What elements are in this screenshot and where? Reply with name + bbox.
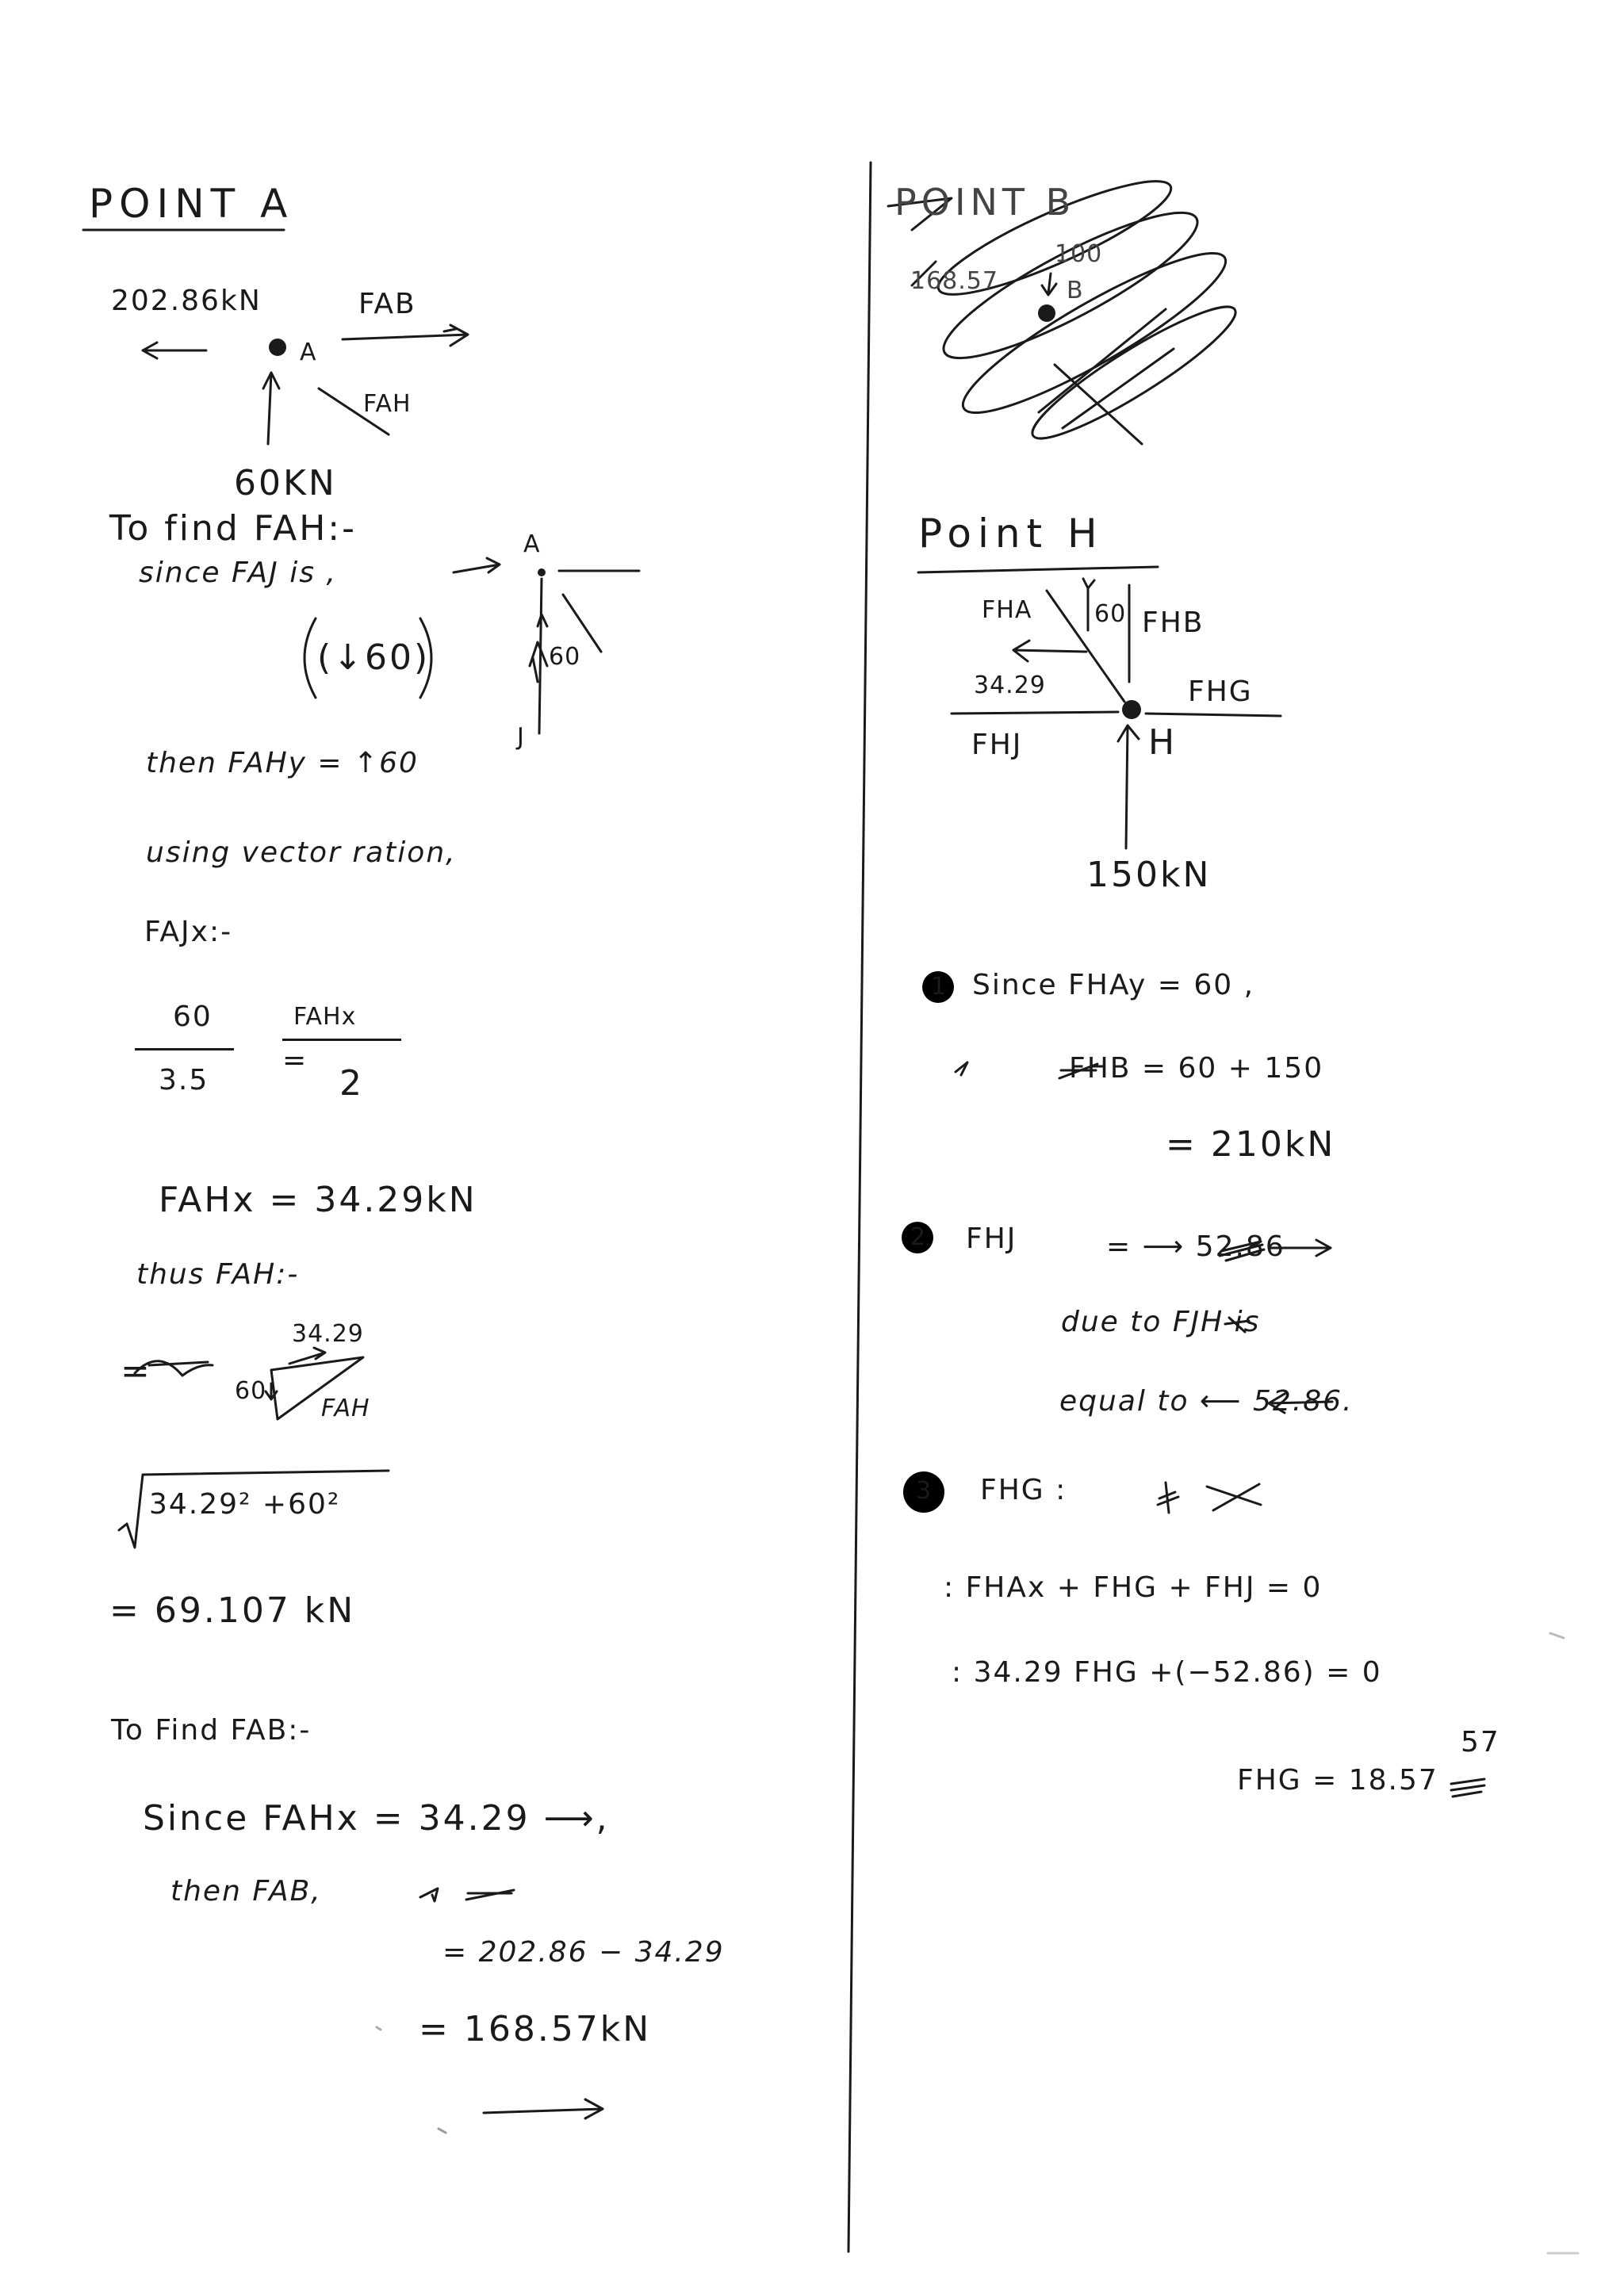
scribble-fhg	[1158, 1483, 1261, 1513]
fah-label: FAH	[363, 390, 412, 418]
arrow-34	[1013, 641, 1086, 661]
triangle-equals: =	[121, 1351, 152, 1391]
heading-point-a: POINT A	[89, 181, 294, 227]
frac1-bar	[135, 1048, 234, 1050]
equal-to-text: equal to ⟵ 52.86.	[1059, 1385, 1354, 1418]
thus-fah: thus FAH:-	[136, 1258, 300, 1291]
mini-a-dot	[538, 568, 546, 576]
tri-top-arrow	[289, 1348, 325, 1364]
faj-value: (↓60)	[317, 637, 431, 678]
fhj-value: = ⟶ 52.86	[1106, 1230, 1285, 1263]
mini-60-label: 60	[549, 643, 581, 671]
scribble-fab	[420, 1888, 514, 1901]
fhg-line	[1146, 714, 1281, 716]
fhb-result: = 210kN	[1166, 1124, 1336, 1165]
h-point-label: H	[1148, 722, 1178, 763]
mini-up-arrow	[530, 642, 547, 682]
using-vector-ration: using vector ration,	[146, 836, 457, 869]
crossed-heading-point-b: POINT B	[894, 181, 1076, 224]
triangle-side-label: 60	[235, 1377, 267, 1405]
fhj-line	[952, 712, 1118, 714]
frac2-denominator: 2	[339, 1063, 364, 1104]
mini-j-label: J	[517, 723, 525, 751]
triangle-hyp-label: FAH	[321, 1395, 370, 1422]
fhb-label: FHB	[1142, 607, 1205, 639]
heading-underline-h	[918, 567, 1158, 572]
fab-arrow	[343, 325, 468, 346]
mini-a-label: A	[523, 530, 541, 558]
step1-number: 1	[931, 973, 948, 1001]
frac2-numerator: FAHx	[293, 1003, 357, 1031]
substituted-equation: : 34.29 FHG +(−52.86) = 0	[952, 1656, 1382, 1689]
scribble-18	[1451, 1779, 1484, 1797]
point-a-dot	[269, 339, 286, 356]
step3-number: 3	[916, 1477, 933, 1505]
frac1-numerator: 60	[173, 1001, 213, 1033]
frac-equals: =	[282, 1044, 308, 1077]
paren-left	[304, 618, 316, 698]
fha-label: FHA	[982, 596, 1032, 624]
sqrt-expression: 34.29² +60²	[149, 1488, 341, 1521]
up-force-label: 60KN	[234, 463, 337, 503]
fab-label: FAB	[358, 288, 416, 320]
fhg-label: FHG	[1188, 675, 1253, 708]
fhb-arrow	[1083, 579, 1094, 588]
left-force-label: 202.86kN	[111, 285, 262, 317]
left-arrow	[143, 342, 206, 358]
find-fah: To find FAH:-	[109, 508, 357, 549]
faint-mark-3	[377, 2027, 381, 2030]
faint-mark-1	[1550, 1633, 1564, 1638]
since-faj: since FAJ is ,	[139, 557, 337, 589]
fhj-label-step2: FHJ	[966, 1223, 1017, 1255]
step1-text: Since FHAy = 60 ,	[972, 969, 1255, 1001]
sixty-label: 60	[1094, 600, 1127, 628]
page-divider	[848, 163, 871, 2252]
heading-point-h: Point H	[918, 511, 1104, 557]
fahx-result: FAHx = 34.29kN	[159, 1180, 477, 1220]
fah-result: = 69.107 kN	[109, 1590, 356, 1631]
then-fahy: then FAHy = ↑60	[146, 747, 419, 779]
triangle-top-label: 34.29	[292, 1320, 364, 1348]
crossed-left-value: 168.57	[910, 267, 998, 295]
fab-final-arrow	[484, 2099, 603, 2118]
fhg-result: FHG = 18.57	[1237, 1764, 1438, 1797]
since-fahx: Since FAHx = 34.29 ⟶,	[143, 1798, 610, 1839]
arrow-34-label: 34.29	[974, 672, 1046, 699]
fhj-label: FHJ	[971, 729, 1023, 761]
due-to-text: due to FJH is	[1061, 1306, 1261, 1338]
fhb-equation: FHB = 60 + 150	[1069, 1052, 1324, 1085]
frac1-denominator: 3.5	[159, 1064, 209, 1096]
faint-mark-4	[439, 2129, 446, 2133]
fab-result: = 168.57kN	[419, 2009, 652, 2049]
sum-equation: : FHAx + FHG + FHJ = 0	[944, 1571, 1323, 1604]
crossed-point-label: B	[1067, 277, 1084, 304]
then-fab: then FAB,	[170, 1875, 322, 1908]
up-arrow	[263, 373, 279, 444]
fajx-label: FAJx:-	[144, 916, 233, 948]
mini-arrow-right	[454, 558, 500, 572]
fhg-label-step3: FHG :	[980, 1474, 1067, 1506]
step2-number: 2	[910, 1223, 927, 1251]
up-150	[1118, 725, 1139, 848]
up-150-label: 150kN	[1086, 855, 1212, 895]
find-fab: To Find FAB:-	[111, 1714, 312, 1747]
fab-calculation: = 202.86 − 34.29	[442, 1936, 725, 1969]
crossed-down-value: 100	[1055, 240, 1103, 268]
point-h-dot	[1122, 700, 1141, 719]
frac2-bar	[282, 1039, 401, 1041]
point-a-label: A	[300, 339, 317, 366]
fhg-correction: 57	[1461, 1726, 1500, 1758]
